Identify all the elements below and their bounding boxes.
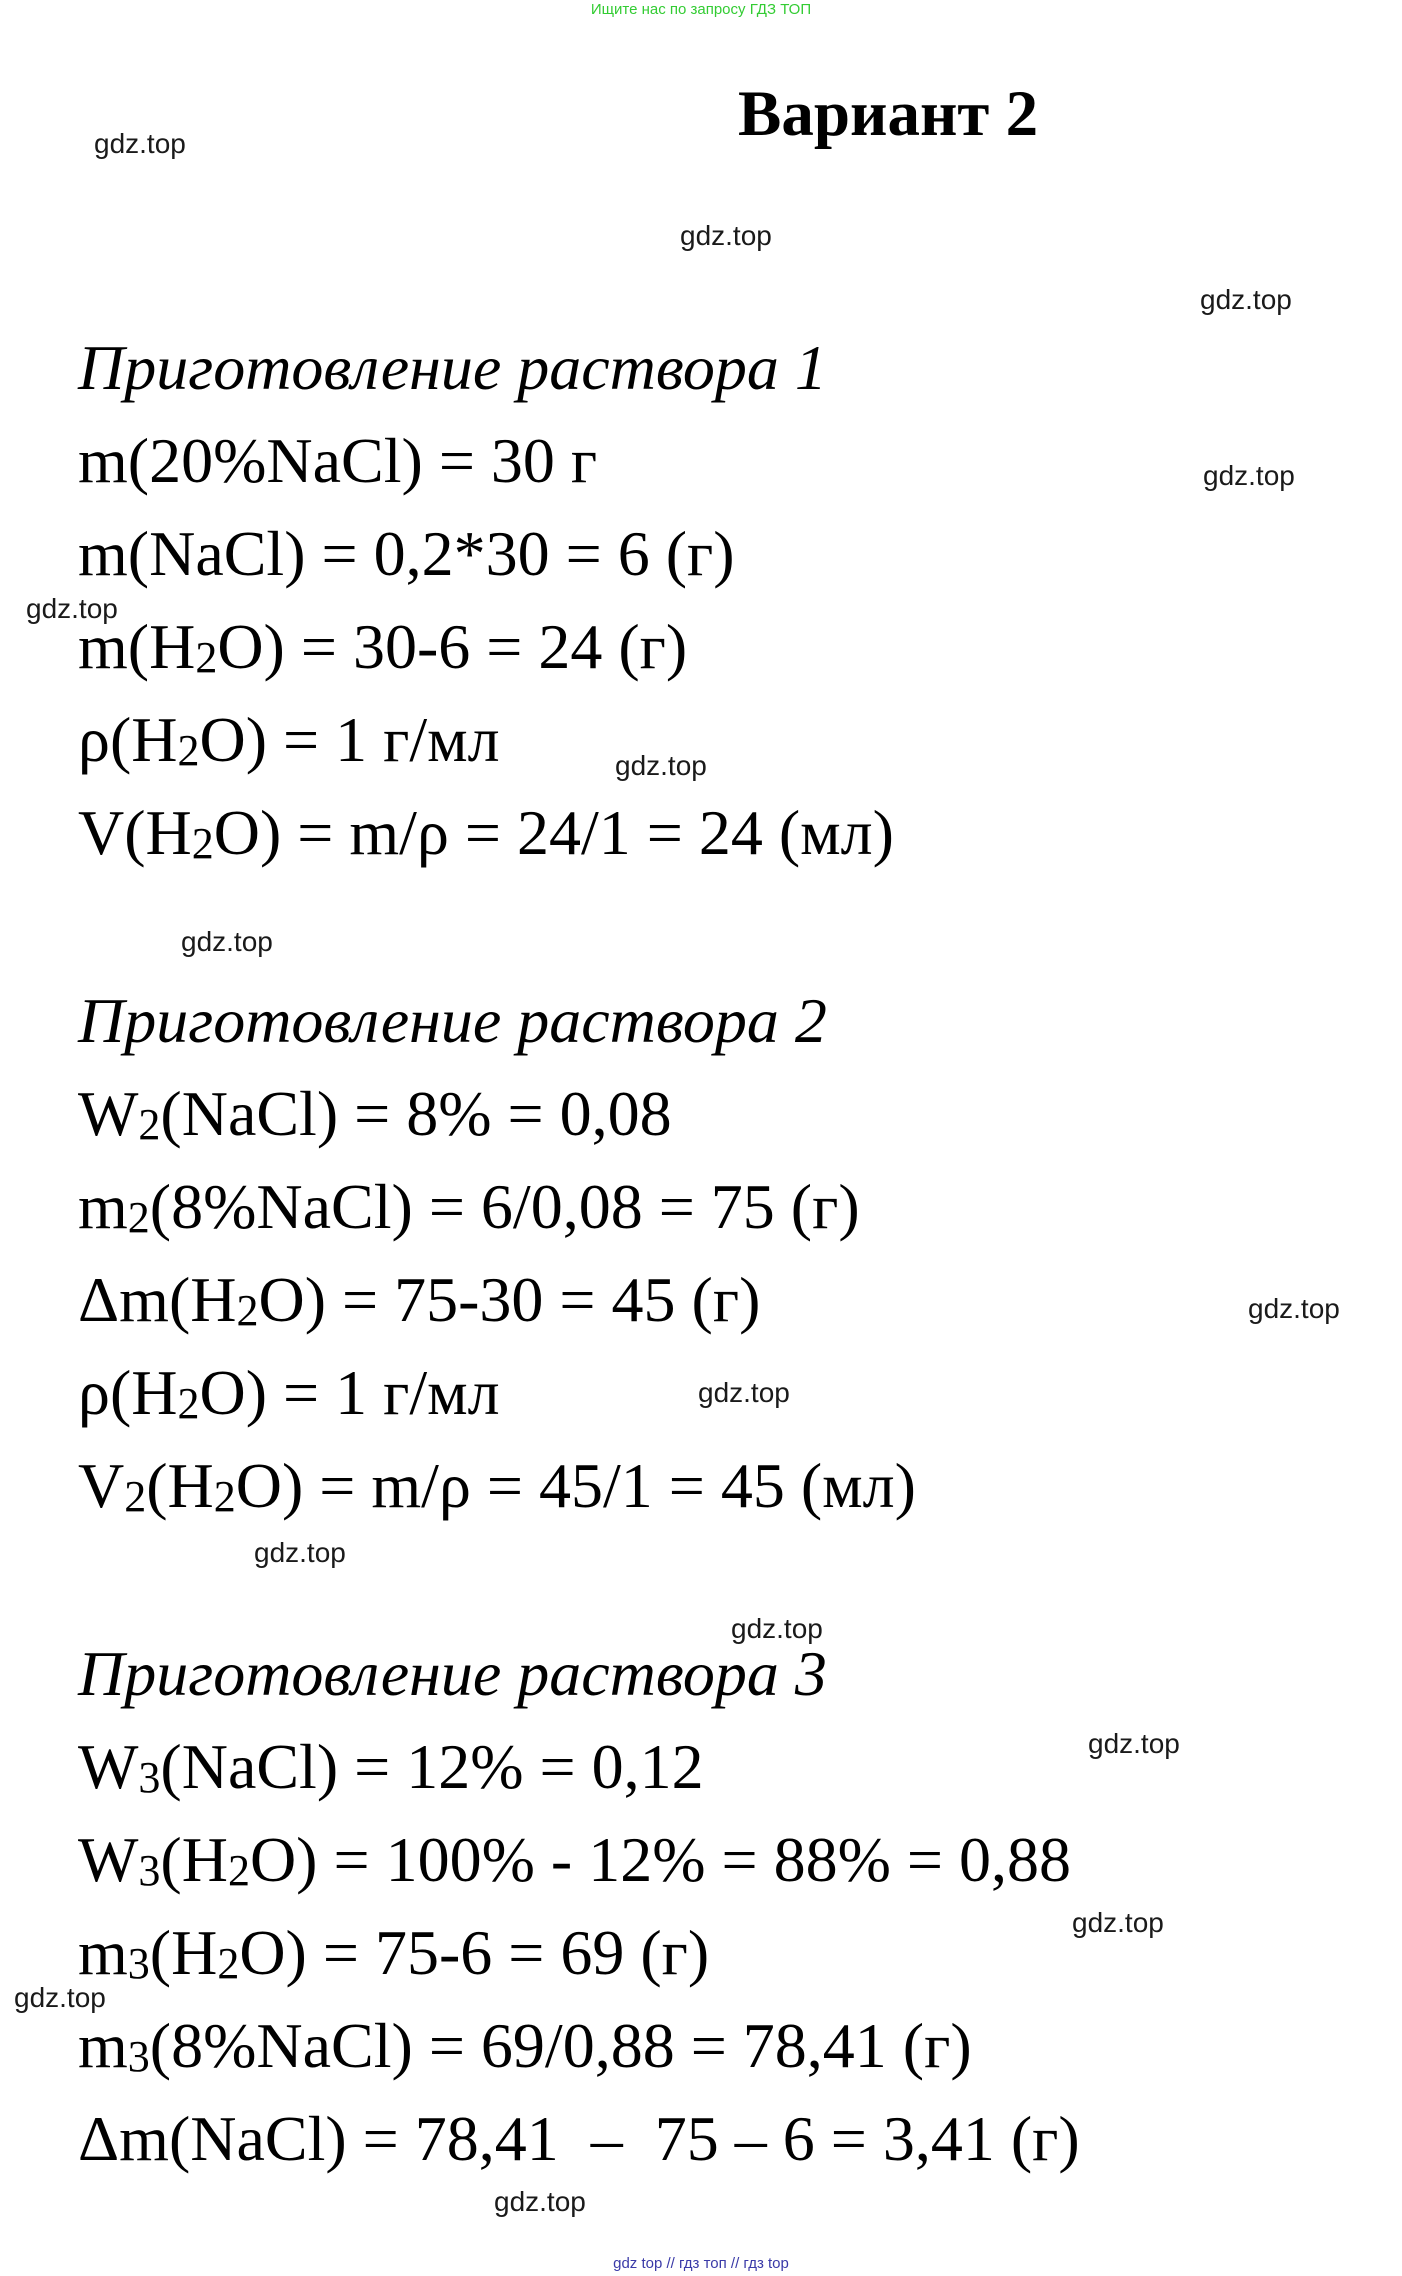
page-title: Вариант 2	[738, 78, 1039, 150]
watermark: gdz.top	[1248, 1293, 1340, 1324]
formula-line: Δm(NaCl) = 78,41 – 75 – 6 = 3,41 (г)	[78, 2103, 1080, 2174]
watermark: gdz.top	[26, 593, 118, 624]
watermark: gdz.top	[254, 1537, 346, 1568]
subscript: 3	[127, 2032, 150, 2081]
formula-line: m(20%NaCl) = 30 г	[78, 425, 598, 496]
subscript: 2	[195, 633, 218, 682]
formula-line: m(NaCl) = 0,2*30 = 6 (г)	[78, 518, 735, 589]
watermark: gdz.top	[1203, 460, 1295, 491]
section-heading: Приготовление раствора 3	[78, 1638, 827, 1709]
formula-line: $m(H_2O) = 30-6 = 24$ (г)	[78, 611, 688, 682]
watermark: gdz.top	[94, 128, 186, 159]
subscript: 2	[213, 1472, 236, 1521]
formula-line: $\rho(H_2O) = 1$ г/мл	[78, 1357, 500, 1428]
watermark: gdz.top	[615, 750, 707, 781]
watermark: gdz.top	[731, 1613, 823, 1644]
subscript: 2	[227, 1846, 250, 1895]
formula-line: $m_3(H_2O) = 75-6 = 69$ (г)	[78, 1917, 710, 1988]
subscript: 2	[177, 726, 200, 775]
footer-links: gdz top // гдз топ // гдз top	[613, 2255, 789, 2272]
subscript: 2	[127, 1193, 150, 1242]
formula-line: $V(H_2O) = m/\rho = 24/1 = 24$ (мл)	[78, 797, 894, 868]
formula-line: $W_2(NaCl) = 8\% = 0,08$	[78, 1078, 672, 1149]
formula-line: $\rho(H_2O) = 1$ г/мл	[78, 704, 500, 775]
section-solution-3	[78, 1628, 1080, 2185]
subscript: 2	[138, 1100, 161, 1149]
subscript: 2	[124, 1472, 147, 1521]
formula-line: $m_2(8\%NaCl) = 6/0,08 = 75$ (г)	[78, 1171, 860, 1242]
watermark: gdz.top	[494, 2186, 586, 2217]
subscript: 2	[177, 1379, 200, 1428]
section-heading: Приготовление раствора 1	[78, 332, 827, 403]
watermark: gdz.top	[181, 926, 273, 957]
watermark: gdz.top	[698, 1377, 790, 1408]
subscript: 3	[138, 1846, 161, 1895]
formula-line: $m_3(8\%NaCl) = 69/0,88 = 78,41$ (г)	[78, 2010, 972, 2081]
subscript: 2	[217, 1939, 240, 1988]
watermark: gdz.top	[14, 1982, 106, 2013]
section-solution-2	[78, 975, 916, 1532]
subscript: 2	[191, 819, 214, 868]
subscript: 3	[138, 1753, 161, 1802]
watermark: gdz.top	[1200, 284, 1292, 315]
watermark: gdz.top	[1072, 1907, 1164, 1938]
watermark: gdz.top	[680, 220, 772, 251]
subscript: 3	[127, 1939, 150, 1988]
formula-line: $\Delta m(H_2O) = 75-30 = 45$ (г)	[78, 1264, 761, 1335]
formula-line: $V_2(H_2O) = m/\rho = 45/1 = 45$ (мл)	[78, 1450, 916, 1521]
watermark: gdz.top	[1088, 1728, 1180, 1759]
subscript: 2	[236, 1286, 259, 1335]
section-heading: Приготовление раствора 2	[78, 985, 827, 1056]
formula-line: $W_3(H_2O) = 100\% - 12\% = 88\% = 0,88$	[78, 1824, 1071, 1895]
section-solution-1	[78, 322, 894, 879]
top-banner: Ищите нас по запросу ГДЗ ТОП	[590, 1, 812, 18]
formula-line: $W_3(NaCl) = 12\% = 0,12$	[78, 1731, 704, 1802]
